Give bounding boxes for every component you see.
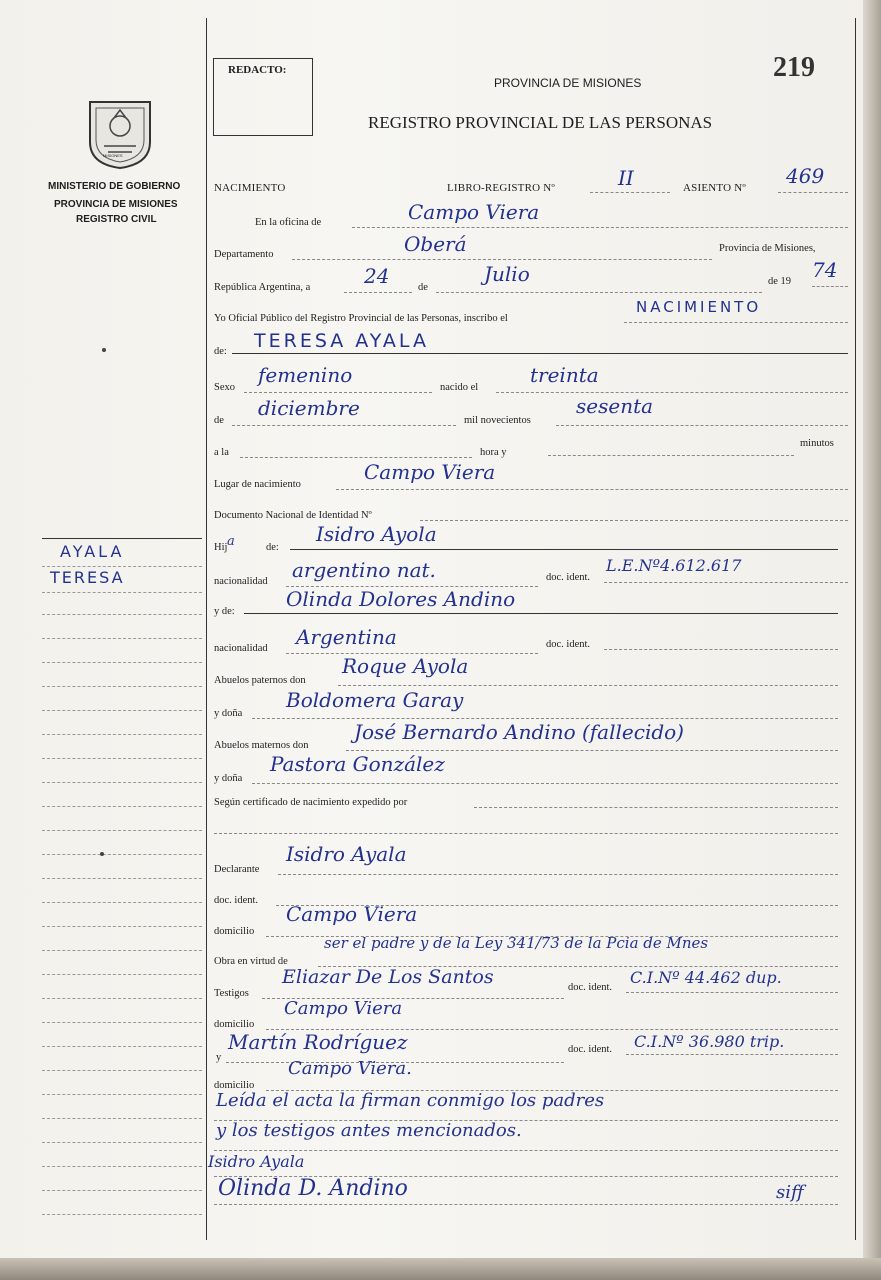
anio-nac-value: sesenta (576, 394, 654, 418)
margin-line (42, 974, 202, 975)
nacionalidad-madre-label: nacionalidad (214, 643, 268, 654)
margin-line (42, 902, 202, 903)
lugar-line (336, 489, 848, 490)
inscribo-line (624, 322, 848, 323)
hij-label: Hij (214, 542, 228, 553)
y-dona-mat-label: y doña (214, 773, 243, 784)
nacido-el-value: treinta (530, 363, 599, 387)
certificado-line (474, 807, 838, 808)
asiento-line (778, 192, 848, 193)
provincial-seal-icon (86, 96, 154, 170)
testigo1-value: Eliazar De Los Santos (282, 966, 494, 988)
ministry-line1: MINISTERIO DE GOBIERNO (48, 181, 181, 192)
margin-line (42, 878, 202, 879)
y-dona-label: y doña (214, 708, 243, 719)
margin-line (42, 1070, 202, 1071)
de-mes-label: de (214, 415, 224, 426)
margin-line (42, 998, 202, 999)
departamento-label: Departamento (214, 249, 274, 260)
departamento-value: Oberá (404, 232, 467, 256)
de-19-label: de 19 (768, 276, 792, 287)
left-border-line (206, 18, 207, 1240)
nacionalidad-madre-value: Argentina (296, 625, 397, 649)
margin-line (42, 710, 202, 711)
obra-virtud-value: ser el padre y de la Ley 341/73 de la Pcia de Mnes (324, 934, 709, 952)
firma-madre: Olinda D. Andino (218, 1176, 408, 1201)
ministry-line3: REGISTRO CIVIL (76, 214, 157, 225)
nota1-value: Leída el acta la firman conmigo los padres (216, 1090, 605, 1111)
madre-line (244, 613, 838, 614)
lugar-label: Lugar de nacimiento (214, 479, 301, 490)
margin-line (42, 1166, 202, 1167)
mes-nac-line (232, 425, 456, 426)
abuelos-maternos-label: Abuelos maternos don (214, 740, 309, 751)
y-testigo2-label: y (216, 1052, 222, 1063)
abuelo-mat-line (346, 750, 838, 751)
domicilio-t1-value: Campo Viera (284, 998, 403, 1019)
sexo-value: femenino (258, 363, 353, 387)
dni-line (420, 520, 848, 521)
doc-padre-label: doc. ident. (546, 572, 591, 583)
doc-test2-value: C.I.Nº 36.980 trip. (634, 1032, 785, 1051)
right-border-line (855, 18, 856, 1240)
margin-line (42, 1094, 202, 1095)
doc-madre-label: doc. ident. (546, 639, 591, 650)
ink-dot (102, 348, 106, 352)
declarante-label: Declarante (214, 864, 260, 875)
minutos-line (548, 455, 794, 456)
margin-line (42, 782, 202, 783)
doc-declarante-label: doc. ident. (214, 895, 259, 906)
provincia-label: Provincia de Misiones, (719, 243, 816, 254)
margin-line (42, 686, 202, 687)
doc-padre-line (604, 582, 848, 583)
margin-line (42, 1214, 202, 1215)
page-edge (863, 0, 881, 1280)
doc-test1-label: doc. ident. (568, 982, 613, 993)
firma-oficial: siff (776, 1182, 804, 1203)
doc-test2-label: doc. ident. (568, 1044, 613, 1055)
inscribo-value: NACIMIENTO (636, 298, 762, 316)
nacido-el-line (496, 392, 848, 393)
oficina-line (352, 227, 848, 228)
ministry-line2: PROVINCIA DE MISIONES (54, 199, 178, 210)
doc-test2-line (626, 1054, 838, 1055)
abuela-mat-value: Pastora González (270, 752, 445, 776)
margin-line (42, 614, 202, 615)
hij-de-label: de: (266, 542, 279, 553)
oficial-publico-label: Yo Oficial Público del Registro Provincial de las Personas, inscribo el (214, 313, 508, 324)
margin-line (42, 1142, 202, 1143)
domicilio-decl-label: domicilio (214, 926, 255, 937)
de-label: de (418, 282, 428, 293)
domicilio-t2-value: Campo Viera. (288, 1058, 412, 1079)
margin-note-name: TERESA (50, 568, 125, 587)
mes-nac-value: diciembre (258, 396, 360, 420)
hij-suffix: a (227, 534, 235, 549)
domicilio-t1-label: domicilio (214, 1019, 255, 1030)
madre-value: Olinda Dolores Andino (286, 587, 516, 611)
segun-certificado-label: Según certificado de nacimiento expedido por (214, 797, 408, 808)
minutos-label: minutos (800, 438, 834, 449)
testigo2-value: Martín Rodríguez (228, 1030, 408, 1054)
doc-test1-line (626, 992, 838, 993)
redacto-label: REDACTO: (228, 64, 287, 76)
margin-line (42, 806, 202, 807)
domicilio-t2-label: domicilio (214, 1080, 255, 1091)
mes-value: Julio (484, 262, 530, 286)
margin-line (42, 592, 202, 593)
nacionalidad-padre-label: nacionalidad (214, 576, 268, 587)
ink-dot (100, 852, 104, 856)
nota-line2 (214, 1150, 838, 1151)
seal-text: MISIONES (103, 153, 123, 158)
abuela-pat-value: Boldomera Garay (286, 688, 464, 712)
libro-registro-label: LIBRO-REGISTRO Nº (447, 182, 555, 194)
declarante-line (278, 874, 838, 875)
testigos-label: Testigos (214, 988, 249, 999)
certificado-line2 (214, 833, 838, 834)
abuelos-paternos-label: Abuelos paternos don (214, 675, 306, 686)
margin-line (42, 638, 202, 639)
padre-line (290, 549, 838, 550)
lugar-value: Campo Viera (364, 460, 496, 484)
a-la-label: a la (214, 447, 229, 458)
abuelo-mat-value: José Bernardo Andino (fallecido) (354, 720, 684, 744)
margin-line (42, 1046, 202, 1047)
firma-declarante: Isidro Ayala (208, 1152, 305, 1171)
margin-line (42, 734, 202, 735)
registry-heading: REGISTRO PROVINCIAL DE LAS PERSONAS (368, 113, 713, 132)
page-number: 219 (773, 52, 815, 83)
oficina-value: Campo Viera (408, 200, 540, 224)
dia-line (344, 292, 412, 293)
margin-line (42, 830, 202, 831)
abuela-mat-line (252, 783, 838, 784)
sexo-line (244, 392, 432, 393)
nacimiento-label: NACIMIENTO (214, 182, 286, 194)
anio-line (812, 286, 848, 287)
mil-novecientos-label: mil novecientos (464, 415, 531, 426)
declarante-value: Isidro Ayala (286, 842, 407, 866)
abuelo-pat-value: Roque Ayola (342, 654, 469, 678)
y-de-label: y de: (214, 606, 235, 617)
margin-line (42, 950, 202, 951)
margin-line (42, 1118, 202, 1119)
margin-note-surname: AYALA (60, 542, 125, 561)
dia-value: 24 (364, 264, 390, 288)
doc-test1-value: C.I.Nº 44.462 dup. (630, 968, 782, 987)
republica-label: República Argentina, a (214, 282, 311, 293)
asiento-label: ASIENTO Nº (683, 182, 746, 194)
libro-value: II (618, 166, 634, 190)
margin-line (42, 854, 202, 855)
page-edge-bottom (0, 1258, 881, 1280)
doc-madre-line (604, 649, 838, 650)
mes-line (436, 292, 762, 293)
padre-value: Isidro Ayola (316, 522, 437, 546)
domicilio-decl-value: Campo Viera (286, 902, 418, 926)
asiento-value: 469 (786, 164, 825, 188)
margin-line (42, 538, 202, 539)
oficina-label: En la oficina de (255, 217, 322, 228)
margin-line (42, 1190, 202, 1191)
margin-line (42, 1022, 202, 1023)
anio-value: 74 (812, 258, 838, 282)
hora-line (240, 457, 472, 458)
obra-virtud-label: Obra en virtud de (214, 956, 288, 967)
abuelo-pat-line (338, 685, 838, 686)
hora-y-label: hora y (480, 447, 507, 458)
firma-line2 (214, 1204, 838, 1205)
margin-line (42, 566, 202, 567)
province-heading: PROVINCIA DE MISIONES (494, 76, 642, 90)
nacido-el-label: nacido el (440, 382, 479, 393)
nombre-line (232, 353, 848, 354)
sexo-label: Sexo (214, 382, 235, 393)
margin-line (42, 662, 202, 663)
doc-padre-value: L.E.Nº4.612.617 (606, 556, 742, 575)
nota2-value: y los testigos antes mencionados. (216, 1120, 522, 1141)
nombre-value: TERESA AYALA (254, 330, 429, 352)
margin-line (42, 758, 202, 759)
abuela-pat-line (252, 718, 838, 719)
libro-line (590, 192, 670, 193)
anio-nac-line (556, 425, 848, 426)
de-nombre-label: de: (214, 346, 227, 357)
departamento-line (292, 259, 712, 260)
dni-label: Documento Nacional de Identidad Nº (214, 510, 372, 521)
nacionalidad-padre-value: argentino nat. (292, 558, 436, 582)
margin-line (42, 926, 202, 927)
